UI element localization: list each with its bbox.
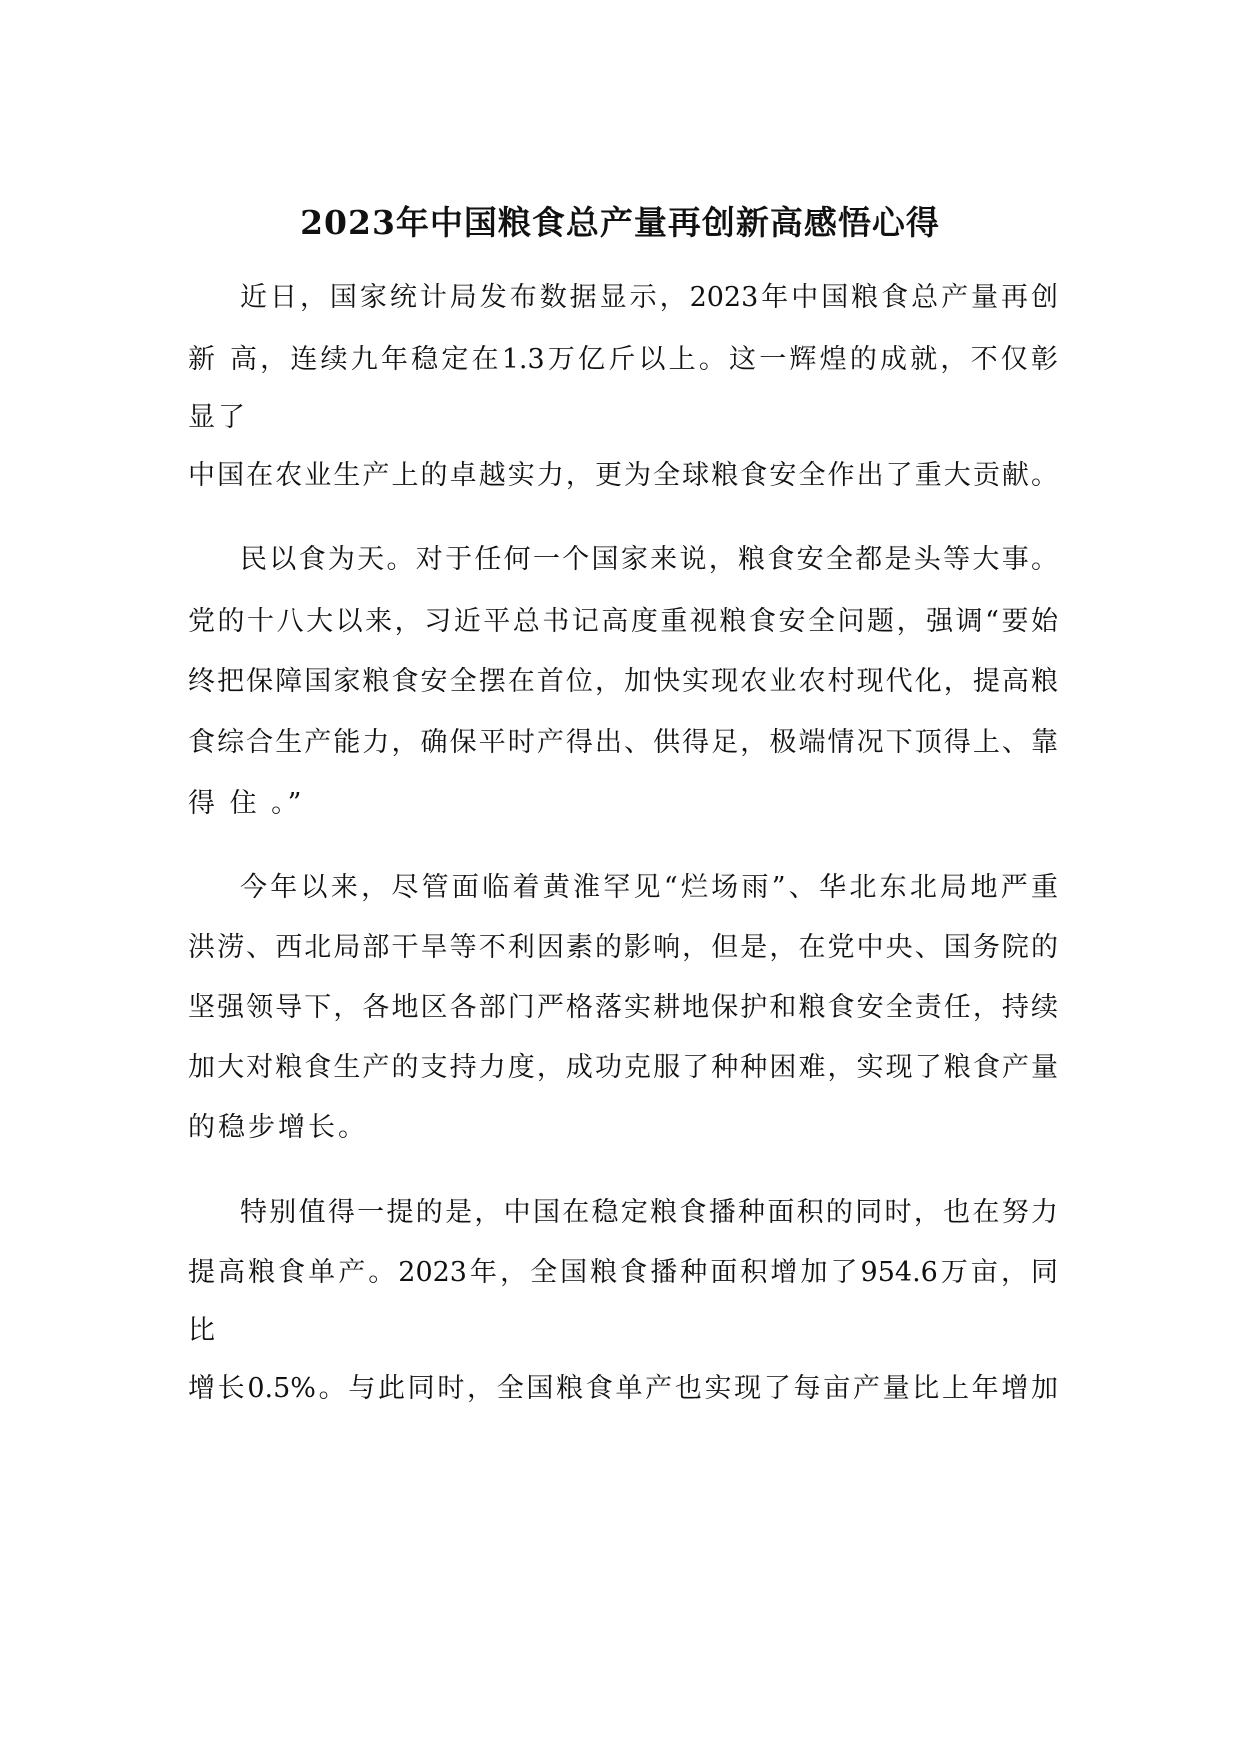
paragraph-3-line-2: 洪涝、西北局部干旱等不利因素的影响，但是，在党中央、国务院的 <box>188 932 1058 963</box>
paragraph-2-line-4: 食综合生产能力，确保平时产得出、供得足，极端情况下顶得上、靠 <box>188 727 1058 758</box>
paragraph-3-line-5: 的稳步增长。 <box>188 1112 368 1143</box>
paragraph-2-line-5: 得 住 。” <box>188 788 305 819</box>
document-title: 2023年中国粮食总产量再创新高感悟心得 <box>300 203 940 242</box>
paragraph-1-line-4: 中国在农业生产上的卓越实力，更为全球粮食安全作出了重大贡献。 <box>188 460 1058 491</box>
paragraph-2-line-3: 终把保障国家粮食安全摆在首位，加快实现农业农村现代化，提高粮 <box>188 666 1058 697</box>
paragraph-1-line-3: 显了 <box>188 402 248 433</box>
paragraph-3-line-3: 坚强领导下，各地区各部门严格落实耕地保护和粮食安全责任，持续 <box>188 992 1058 1023</box>
paragraph-4-line-1: 特别值得一提的是，中国在稳定粮食播种面积的同时，也在努力 <box>240 1197 1058 1228</box>
paragraph-2-line-2: 党的十八大以来，习近平总书记高度重视粮食安全问题，强调“要始 <box>188 606 1058 637</box>
paragraph-3-line-4: 加大对粮食生产的支持力度，成功克服了种种困难，实现了粮食产量 <box>188 1052 1058 1083</box>
paragraph-4-line-2: 提高粮食单产。2023年，全国粮食播种面积增加了954.6万亩，同 <box>188 1257 1058 1288</box>
paragraph-1-line-1: 近日，国家统计局发布数据显示，2023年中国粮食总产量再创 <box>240 282 1058 313</box>
paragraph-1-line-2: 新 高，连续九年稳定在1.3万亿斤以上。这一辉煌的成就，不仅彰 <box>188 344 1058 375</box>
paragraph-2-line-1: 民以食为天。对于任何一个国家来说，粮食安全都是头等大事。 <box>240 544 1058 575</box>
paragraph-4-line-4: 增长0.5%。与此同时，全国粮食单产也实现了每亩产量比上年增加 <box>188 1373 1058 1404</box>
paragraph-3-line-1: 今年以来，尽管面临着黄淮罕见“烂场雨”、华北东北局地严重 <box>240 872 1058 903</box>
paragraph-4-line-3: 比 <box>188 1315 218 1346</box>
